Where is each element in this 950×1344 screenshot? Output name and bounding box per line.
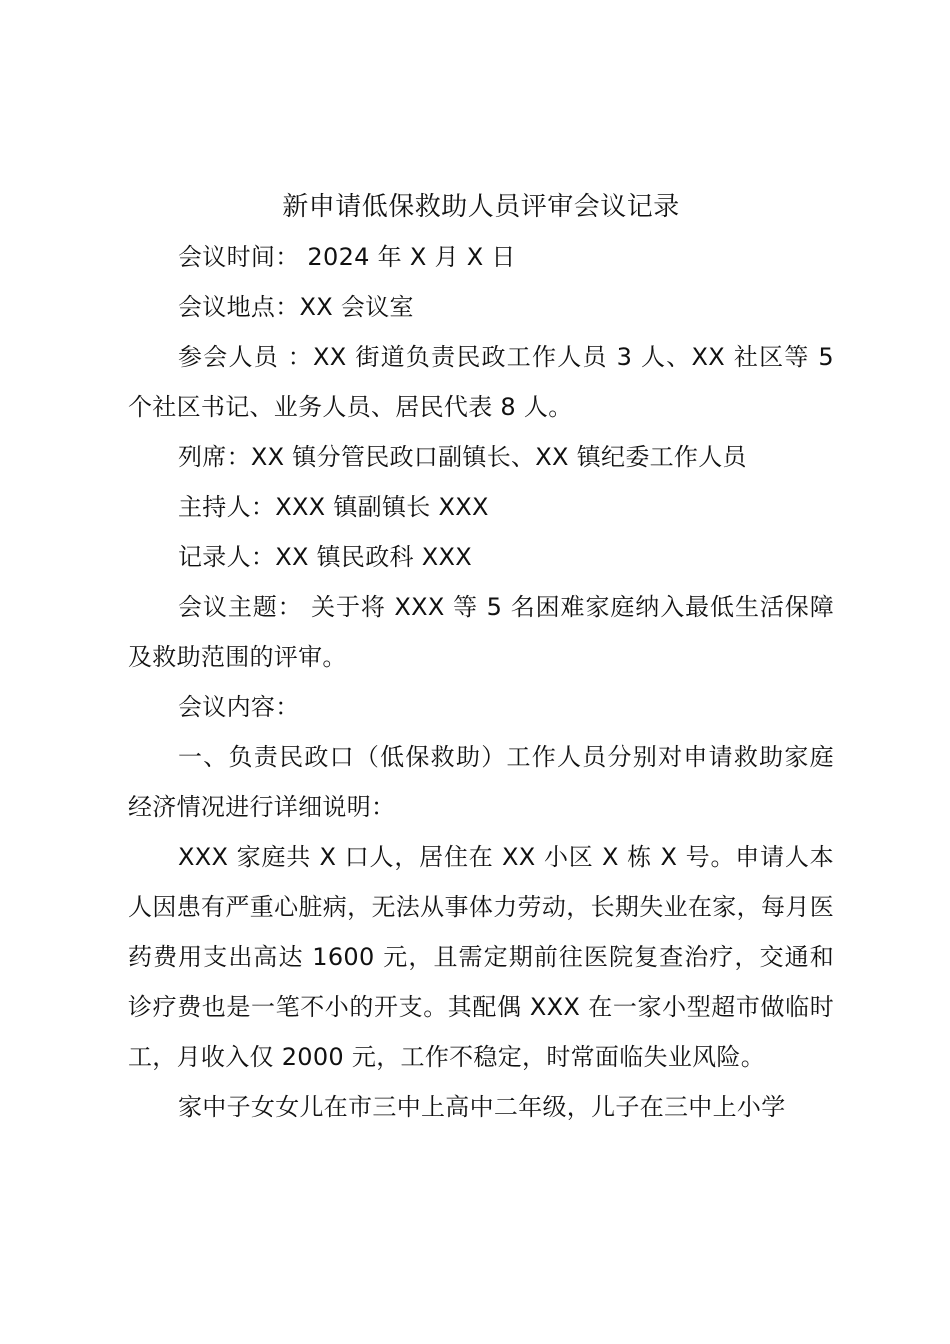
meeting-content-heading: 会议内容： (178, 693, 300, 721)
meeting-topic: 会议主题： 关于将 XXX 等 5 名困难家庭纳入最低生活保障及救助范围的评审。 (128, 593, 834, 671)
section-one-heading: 一、负责民政口（低保救助）工作人员分别对申请救助家庭经济情况进行详细说明： (128, 743, 834, 821)
document-page (128, 182, 834, 1132)
document-title: 新申请低保救助人员评审会议记录 (282, 192, 680, 222)
host: 主持人：XXX 镇副镇长 XXX (178, 493, 489, 521)
attendees: 参会人员 ：XX 街道负责民政工作人员 3 人、XX 社区等 5 个社区书记、业务人员、居民代表 8 人。 (128, 343, 834, 421)
recorder: 记录人：XX 镇民政科 XXX (178, 543, 472, 571)
children-description: 家中子女女儿在市三中上高中二年级，儿子在三中上小学 (178, 1093, 786, 1121)
family-description: XXX 家庭共 X 口人，居住在 XX 小区 X 栋 X 号。申请人本人因患有严重心脏病，无法从事体力劳动，长期失业在家，每月医药费用支出高达 1600 元，且需定期前往医院复查治疗，交通和诊疗费也是一笔不小的开支。其配偶 XXX 在一家小型超市做临时工，月收入仅 2000 元，工作不稳定，时常面临失业风险。 (128, 843, 834, 1071)
meeting-location: 会议地点：XX 会议室 (178, 293, 414, 321)
observers: 列席：XX 镇分管民政口副镇长、XX 镇纪委工作人员 (178, 443, 747, 471)
meeting-time: 会议时间： 2024 年 X 月 X 日 (178, 243, 516, 271)
